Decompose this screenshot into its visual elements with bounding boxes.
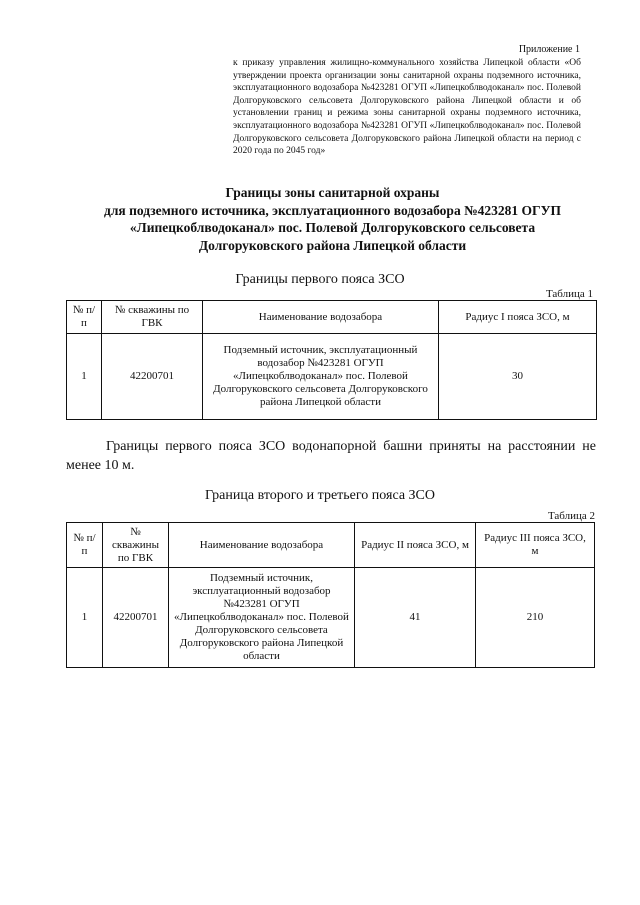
cell-radius-1: 30 — [439, 334, 597, 420]
table-header-row — [67, 523, 595, 568]
appendix-reference-text: к приказу управления жилищно-коммунального хозяйства Липецкой области «Об утверждении проекта организации зоны санитарной охраны подземного источника, эксплуатационного водозабора №423281 ОГУП «Липецкоблводоканал» пос. Полевой Долгоруковского сельсовета Долгоруковского района Липецкой области и об установлении границ и режима зоны санитарной охраны подземного источника, эксплуатационного водозабора №423281 ОГУП «Липецкоблводоканал» пос. Полевой Долгоруковского сельсовета Долгоруковского района Липецкой области на период с 2020 года по 2045 год» — [233, 58, 581, 157]
table-row — [67, 334, 597, 420]
col-header-radius-2: Радиус II пояса ЗСО, м — [355, 523, 476, 568]
first-belt-table — [66, 300, 597, 420]
table1-caption: Таблица 1 — [545, 288, 593, 300]
table-header-row — [67, 301, 597, 334]
cell-number: 1 — [67, 568, 103, 668]
heading-line-3: «Липецкоблводоканал» пос. Полевой Долгоруковского сельсовета — [129, 220, 536, 235]
appendix-label: Приложение 1 — [518, 44, 580, 55]
table-row — [67, 568, 595, 668]
col-header-radius-3: Радиус III пояса ЗСО, м — [476, 523, 595, 568]
cell-well-number: 42200701 — [103, 568, 169, 668]
table1-section-title: Границы первого пояса ЗСО — [235, 272, 405, 287]
heading-line-4: Долгоруковского района Липецкой области — [198, 237, 467, 253]
cell-radius-3: 210 — [476, 568, 595, 668]
col-header-intake-name: Наименование водозабора — [169, 523, 355, 568]
second-third-belt-table — [66, 522, 595, 668]
document-heading — [55, 184, 610, 254]
cell-well-number: 42200701 — [102, 334, 203, 420]
heading-line-1: Границы зоны санитарной охраны — [225, 185, 440, 200]
cell-number: 1 — [67, 334, 102, 420]
cell-intake-name: Подземный источник, эксплуатационный водозабор №423281 ОГУП «Липецкоблводоканал» пос. Полевой Долгоруковского сельсовета Долгоруковского района Липецкой области — [169, 568, 355, 668]
cell-intake-name: Подземный источник, эксплуатационный водозабор №423281 ОГУП «Липецкоблводоканал» пос. Полевой Долгоруковского сельсовета Долгоруковского района Липецкой области — [203, 334, 439, 420]
col-header-radius-1: Радиус I пояса ЗСО, м — [439, 301, 597, 334]
cell-radius-2: 41 — [355, 568, 476, 668]
col-header-well-number: № скважины по ГВК — [102, 301, 203, 334]
table2-section-title: Граница второго и третьего пояса ЗСО — [204, 488, 436, 503]
water-tower-paragraph: Границы первого пояса ЗСО водонапорной башни приняты на расстоянии не менее 10 м. — [66, 439, 596, 473]
col-header-number: № п/п — [67, 523, 103, 568]
col-header-well-number: № скважины по ГВК — [103, 523, 169, 568]
col-header-number: № п/п — [67, 301, 102, 334]
col-header-intake-name: Наименование водозабора — [203, 301, 439, 334]
heading-line-2: для подземного источника, эксплуатационного водозабора №423281 ОГУП — [103, 202, 562, 218]
table2-caption: Таблица 2 — [547, 510, 595, 522]
